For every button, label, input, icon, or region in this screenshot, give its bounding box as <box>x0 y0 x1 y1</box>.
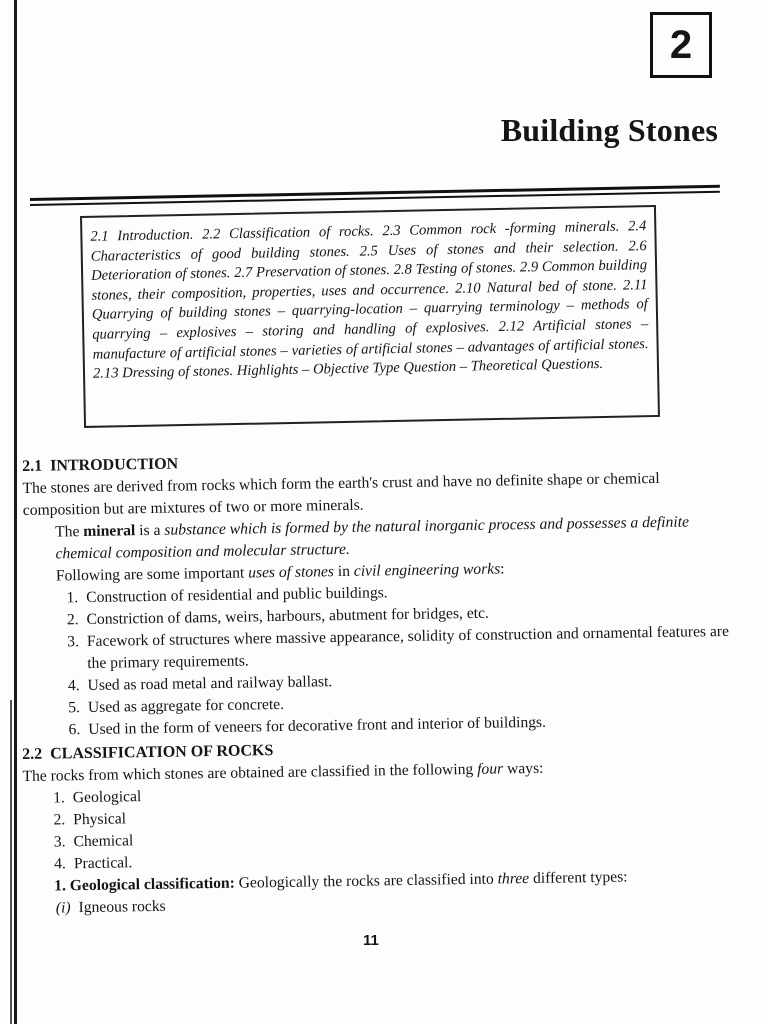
emphasis-three: three <box>497 870 530 888</box>
list-text: Used in the form of veneers for decorative front and interior of buildings. <box>88 713 547 738</box>
list-marker: (i) <box>55 899 71 917</box>
text-run: is a <box>135 521 165 540</box>
text-run: Geologically the rocks are classified into <box>234 870 498 892</box>
list-text: Practical. <box>73 854 133 873</box>
list-marker: 4. <box>67 677 80 695</box>
text-run: Following are some important <box>55 564 249 585</box>
text-run: The <box>55 523 84 541</box>
list-marker: 2. <box>66 611 79 629</box>
binding-edge-shadow <box>10 700 12 1024</box>
list-text: Used as aggregate for concrete. <box>87 695 285 716</box>
classification-ways-list <box>23 777 736 876</box>
chapter-contents-text: 2.1 Introduction. 2.2 Classification of rocks. 2.3 Common rock -forming minerals. 2.4 Characteristics of good building stones. 2.5 Uses of stones and their selection. 2.6 Deterioration of stones. 2.7 Preservation of stones. 2.8 Testing of stones. 2.9 Common building stones, their composition, properties, uses and occurrence. 2.10 Natural bed of stone. 2.11 Quarrying of building stones – quarrying-location – quarrying terminology – methods of quarrying – explosives – storing and handling of explosives. 2.12 Artificial stones – manufacture of artificial stones – varieties of artificial stones – advantages of artificial stones. 2.13 Dressing of stones. Highlights – Objective Type Question – Theoretical Questions. <box>90 218 649 382</box>
emphasis-four: four <box>477 760 504 778</box>
term-geological-classification: 1. Geological classification: <box>54 874 235 895</box>
list-marker: 2. <box>53 811 66 829</box>
section-introduction <box>22 445 738 742</box>
list-marker: 1. <box>53 789 65 807</box>
list-marker: 5. <box>68 699 81 717</box>
list-marker: 6. <box>68 721 81 739</box>
text-run: : <box>500 560 505 578</box>
list-text: Physical <box>73 810 127 829</box>
section-title: CLASSIFICATION OF ROCKS <box>50 742 274 763</box>
emphasis-works: civil engineering works <box>353 560 501 580</box>
list-marker: 1. <box>66 589 79 607</box>
binding-edge <box>14 0 17 1024</box>
section-number: 2.2 <box>22 745 43 763</box>
list-text: Construction of residential and public buildings. <box>86 584 388 607</box>
section-title: INTRODUCTION <box>50 455 179 475</box>
list-text: Used as road metal and railway ballast. <box>87 673 333 694</box>
chapter-number: 2 <box>669 22 693 67</box>
text-run: ways: <box>503 759 544 778</box>
text-run: different types: <box>528 868 628 888</box>
chapter-contents-box <box>80 205 660 428</box>
chapter-number-box <box>650 12 712 78</box>
list-marker: 3. <box>53 833 66 851</box>
list-marker: 3. <box>67 633 80 651</box>
list-text: Constriction of dams, weirs, harbours, abutment for bridges, etc. <box>86 604 489 629</box>
uses-list <box>24 577 738 742</box>
section-number: 2.1 <box>22 457 43 475</box>
intro-paragraph-1: The stones are derived from rocks which form the earth's crust and have no definite shape or chemical composition but are mixtures of two or more minerals. <box>22 469 660 519</box>
emphasis-uses: uses of stones <box>248 563 335 582</box>
definition-text: substance which is formed by the natural inorganic process and possesses a definite chemical composition and molecular structure. <box>55 513 690 563</box>
list-marker: 4. <box>54 855 67 873</box>
list-text: Geological <box>72 788 142 807</box>
text-run: The rocks from which stones are obtained are classified in the following <box>22 760 478 785</box>
list-text: Facework of structures where massive appearance, solidity of construction and ornamental features are the primary requirements. <box>86 622 730 672</box>
page-number: 11 <box>363 932 379 949</box>
chapter-title: Building Stones <box>500 112 718 148</box>
section-classification <box>22 733 737 920</box>
term-mineral: mineral <box>83 522 136 541</box>
list-text: Chemical <box>73 832 134 851</box>
list-text: Igneous rocks <box>78 897 166 917</box>
text-run: in <box>333 562 354 581</box>
